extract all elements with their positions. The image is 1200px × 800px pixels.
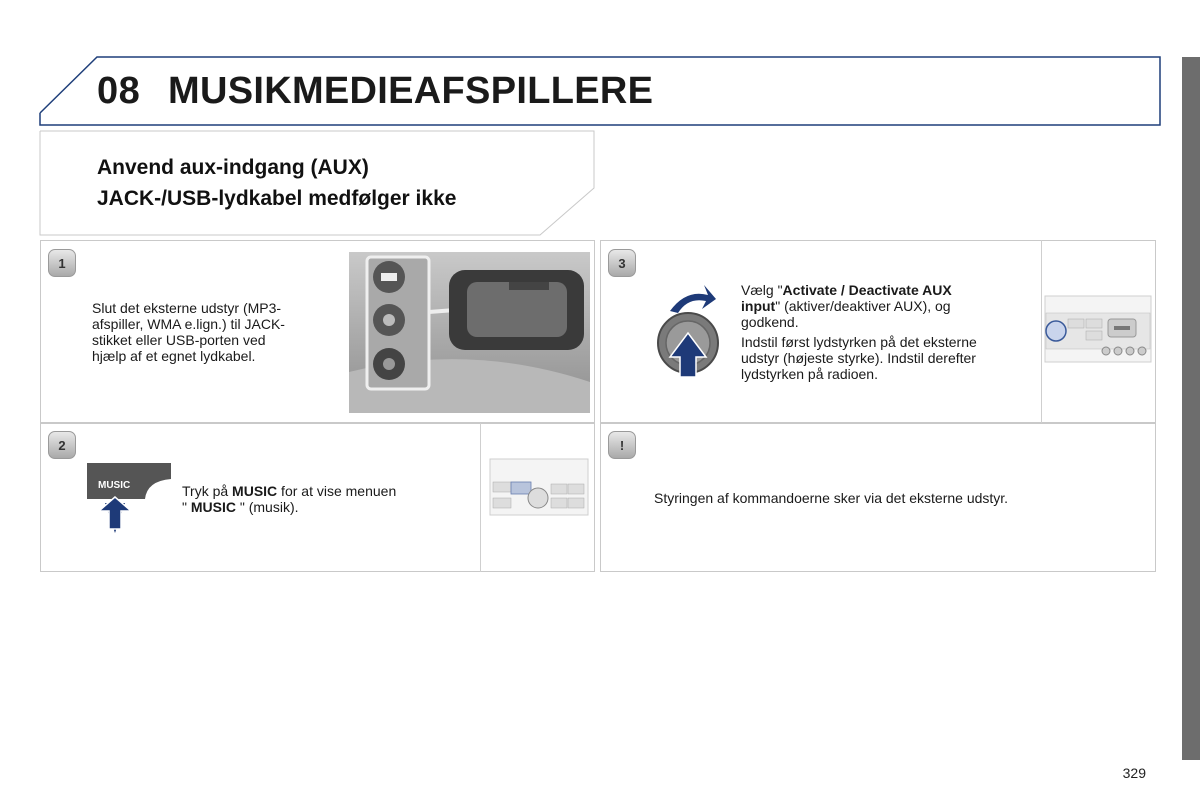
step3-line1-bold: Activate / Deactivate AUX bbox=[782, 282, 952, 298]
step3-para2-line: Indstil først lydstyrken på det eksterne bbox=[741, 334, 977, 350]
step2-text-pre: Tryk på bbox=[182, 483, 233, 499]
step3-para2-line: udstyr (højeste styrke). Indstil derefter bbox=[741, 350, 976, 366]
step2-text2-pre: " bbox=[182, 499, 191, 515]
step1-text-line: Slut det eksterne udstyr (MP3- bbox=[92, 300, 282, 316]
step3-para2 bbox=[741, 334, 977, 382]
chapter-number: 08 bbox=[97, 70, 141, 112]
step3-line2-bold: input bbox=[741, 298, 776, 314]
section-heading-line2: JACK-/USB-lydkabel medfølger ikke bbox=[97, 187, 457, 210]
step2-text bbox=[182, 483, 396, 515]
radio-panel-knob-thumbnail bbox=[1044, 295, 1152, 363]
step2-text2-post: " (musik). bbox=[235, 499, 299, 515]
music-button-icon bbox=[87, 463, 172, 535]
warning-badge: ! bbox=[608, 431, 636, 459]
step2-text-post: for at vise menuen bbox=[277, 483, 397, 499]
step3-text bbox=[741, 282, 977, 382]
step2-divider bbox=[480, 423, 481, 572]
step3-line1-pre: Vælg " bbox=[741, 282, 783, 298]
page-number: 329 bbox=[1122, 765, 1146, 781]
step1-text-line: stikket eller USB-porten ved bbox=[92, 332, 266, 348]
step2-text-bold: MUSIC bbox=[232, 483, 278, 499]
step2-badge: 2 bbox=[48, 431, 76, 459]
step1-badge: 1 bbox=[48, 249, 76, 277]
step3-line3: godkend. bbox=[741, 314, 799, 330]
step3-badge: 3 bbox=[608, 249, 636, 277]
step1-text bbox=[92, 300, 285, 364]
step1-text-line: afspiller, WMA e.lign.) til JACK- bbox=[92, 316, 285, 332]
warning-text: Styringen af kommandoerne sker via det eksterne udstyr. bbox=[654, 490, 1009, 506]
music-button-label: MUSIC bbox=[98, 480, 131, 491]
step2-text2-bold: MUSIC bbox=[190, 499, 236, 515]
step3-para2-line: lydstyrken på radioen. bbox=[741, 366, 878, 382]
step3-line2-post: " (aktiver/deaktiver AUX), og bbox=[775, 298, 951, 314]
radio-panel-music-thumbnail bbox=[489, 458, 589, 518]
rotary-knob-icon bbox=[656, 283, 722, 381]
section-heading-line1: Anvend aux-indgang (AUX) bbox=[97, 156, 369, 179]
step3-divider bbox=[1041, 240, 1042, 423]
chapter-title: MUSIKMEDIEAFSPILLERE bbox=[168, 70, 654, 112]
aux-jack-usb-photo bbox=[349, 252, 590, 413]
step1-text-line: hjælp af et egnet lydkabel. bbox=[92, 348, 256, 364]
chapter-edge-tab bbox=[1182, 57, 1200, 760]
